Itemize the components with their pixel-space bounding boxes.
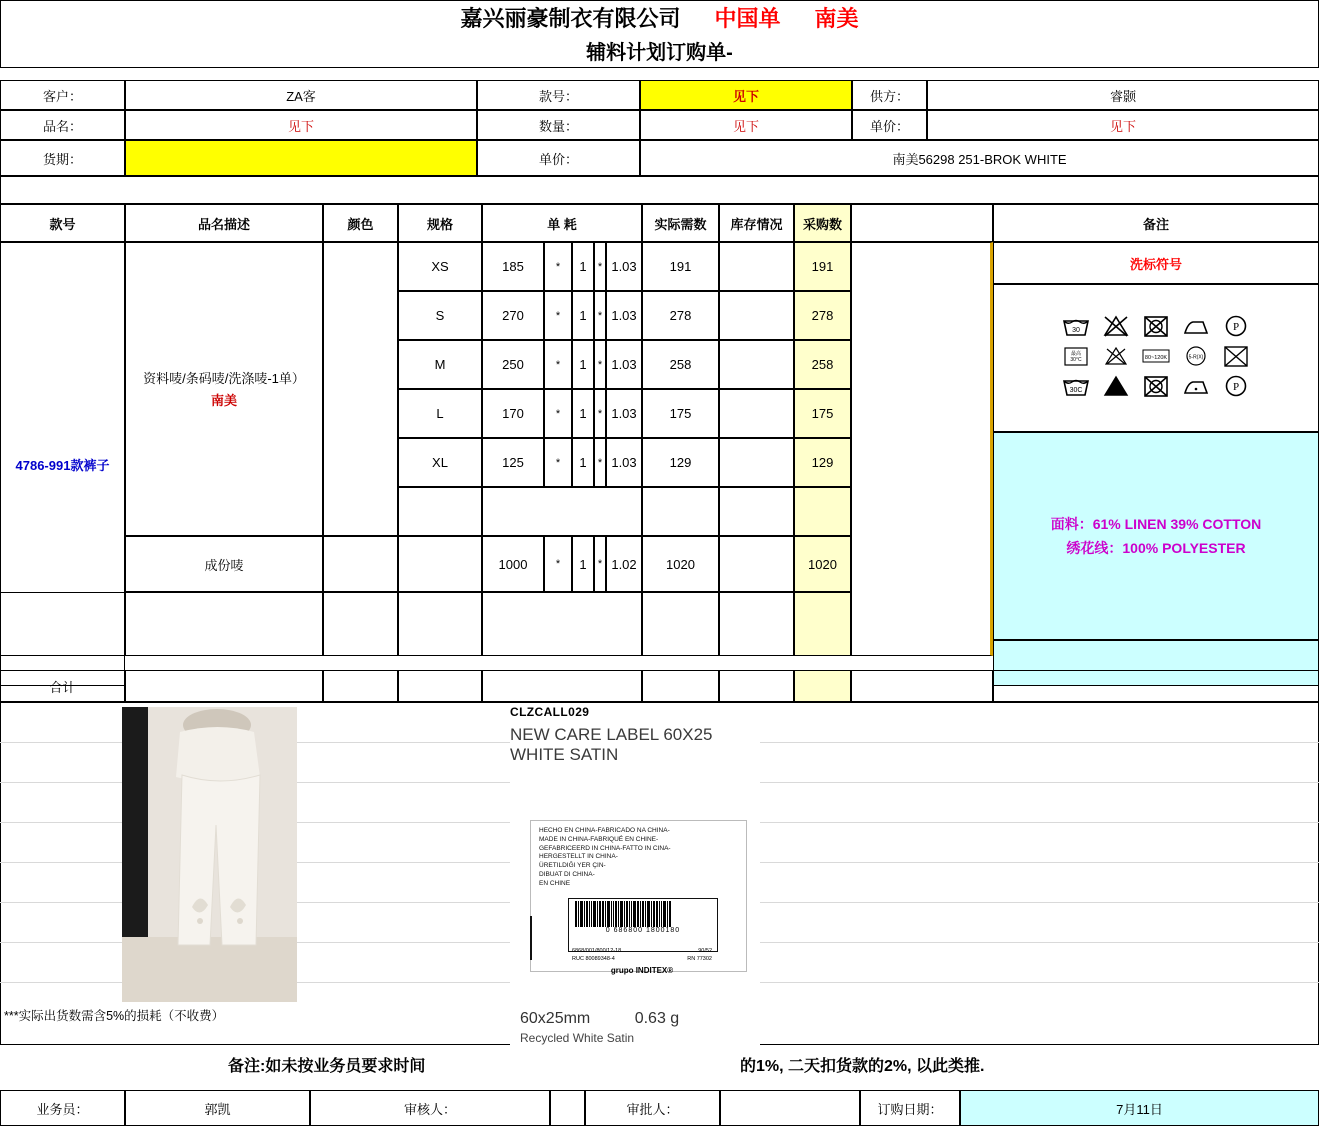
brand-name: grupo INDITEX®: [610, 966, 674, 975]
svg-text:P: P: [1232, 381, 1240, 393]
care-label-title-line2: WHITE SATIN: [510, 744, 619, 764]
product-photo: [122, 707, 297, 1002]
document-title-row: [0, 0, 1319, 34]
stock-cell[interactable]: [719, 438, 794, 487]
wash-symbol-title: 洗标符号: [993, 242, 1319, 284]
empty-cell[interactable]: [794, 592, 851, 656]
swatch-line-5: ÜRETILDIĞI YER ÇIN-: [539, 862, 606, 870]
unit-b[interactable]: 1: [572, 242, 594, 291]
svg-text:最高: 最高: [1070, 351, 1082, 357]
unit-c[interactable]: 1.03: [606, 340, 642, 389]
qty-value[interactable]: 见下: [640, 110, 852, 140]
swatch-code-3: RUC 80089348-4: [572, 956, 615, 962]
iron-low-icon: [1181, 373, 1211, 399]
document-subtitle: 辅料计划订购单-: [0, 34, 1319, 68]
total-color[interactable]: [323, 670, 398, 702]
actual-need: 278: [642, 291, 719, 340]
unit-star: *: [594, 340, 606, 389]
remark-text-b: 的1%, 二天扣货款的2%, 以此类推.: [740, 1057, 985, 1075]
unit-star: *: [594, 438, 606, 487]
total-label: 合计: [0, 670, 125, 702]
unit-star: *: [544, 389, 572, 438]
composition-size: [398, 536, 482, 592]
iron-icon: [1181, 313, 1211, 339]
unit-b[interactable]: 1: [572, 291, 594, 340]
empty-cell[interactable]: [642, 592, 719, 656]
swatch-code-4: RN 77302: [687, 956, 712, 962]
dryclean-code-icon: [1181, 343, 1211, 369]
size-cell: XS: [398, 242, 482, 291]
qty-label: 数量：: [477, 110, 640, 140]
composition-b[interactable]: 1: [572, 536, 594, 592]
composition-color[interactable]: [323, 536, 398, 592]
unit-b[interactable]: 1: [572, 389, 594, 438]
actual-need: 175: [642, 389, 719, 438]
do-not-tumble-dry-icon: [1141, 313, 1171, 339]
purchase-qty[interactable]: [794, 487, 851, 536]
wash-30c-icon: [1061, 373, 1091, 399]
svg-text:P: P: [1232, 321, 1240, 333]
col-header-unit-consumption: 单 耗: [482, 204, 642, 242]
total-spec[interactable]: [398, 670, 482, 702]
swatch-line-3: GEFABRICEERD IN CHINA-FATTO IN CINA-: [539, 844, 671, 852]
svg-text:30°C: 30°C: [1070, 357, 1082, 363]
total-remark[interactable]: [993, 670, 1319, 702]
wash-symbol-row-2: [1061, 343, 1251, 369]
total-need[interactable]: [642, 670, 719, 702]
approver-label: 审批人：: [585, 1090, 720, 1126]
total-stock[interactable]: [719, 670, 794, 702]
empty-cell[interactable]: [0, 592, 125, 656]
swatch-line-4: HERGESTELLT IN CHINA-: [539, 853, 618, 861]
composition-a[interactable]: 1000: [482, 536, 544, 592]
barcode-number: 0 686800 1800180: [605, 927, 681, 934]
actual-need: [642, 487, 719, 536]
unit-c[interactable]: 1.03: [606, 291, 642, 340]
no-bleach-filled-icon: [1101, 373, 1131, 399]
unit-a[interactable]: 185: [482, 242, 544, 291]
total-desc[interactable]: [125, 670, 323, 702]
company-name: 嘉兴丽豪制衣有限公司: [460, 6, 681, 31]
swatch-line-7: EN CHINE: [539, 879, 571, 887]
unit-b[interactable]: 1: [572, 438, 594, 487]
composition-need: 1020: [642, 536, 719, 592]
barcode-box: [568, 898, 718, 952]
col-header-style: 款号: [0, 204, 125, 242]
actual-need: 258: [642, 340, 719, 389]
purchase-qty[interactable]: 175: [794, 389, 851, 438]
svg-text:30C: 30C: [1069, 387, 1083, 394]
remark-gap-column: [851, 242, 993, 656]
unit-star: *: [544, 291, 572, 340]
purchase-qty[interactable]: 258: [794, 340, 851, 389]
product-description-cell[interactable]: [125, 242, 323, 536]
wash-symbol-row-3: [1061, 373, 1251, 399]
unit-c[interactable]: 1.03: [606, 389, 642, 438]
color-cell[interactable]: [323, 242, 398, 536]
unit-c[interactable]: 1.03: [606, 438, 642, 487]
care-label-dimensions: [520, 1010, 760, 1045]
col-header-gap: [851, 204, 993, 242]
label-dims: 60x25mm: [520, 1010, 591, 1027]
actual-need: 129: [642, 438, 719, 487]
swatch-line-1: HECHO EN CHINA-FABRICADO NA CHINA-: [539, 827, 670, 834]
supplier-label: 供方：: [852, 80, 927, 110]
size-cell: M: [398, 340, 482, 389]
swatch-line-2: MADE IN CHINA-FABRIQUÉ EN CHINE-: [539, 835, 659, 843]
do-not-bleach-icon: [1101, 313, 1131, 339]
spacer-row: [0, 176, 1319, 204]
fabric-composition-line2: 绣花线：100% POLYESTER: [1066, 540, 1246, 556]
purchase-qty[interactable]: 129: [794, 438, 851, 487]
svg-text:80~120K: 80~120K: [1144, 355, 1168, 361]
order-tag-southamerica: 南美: [814, 6, 859, 31]
wash-30-icon: [1061, 313, 1091, 339]
customer-value[interactable]: ZA客: [125, 80, 477, 110]
total-buy[interactable]: [794, 670, 851, 702]
remark-line: [0, 1048, 1319, 1080]
composition-buy[interactable]: 1020: [794, 536, 851, 592]
style-number-cell[interactable]: 4786-991款裤子: [0, 242, 125, 686]
empty-cell[interactable]: [398, 592, 482, 656]
stock-cell[interactable]: [719, 340, 794, 389]
col-header-color: 颜色: [323, 204, 398, 242]
svg-text:30: 30: [1072, 327, 1080, 334]
stock-cell[interactable]: [719, 291, 794, 340]
empty-cell[interactable]: [719, 592, 794, 656]
fabric-composition-line1: 面料：61% LINEN 39% COTTON: [1050, 516, 1262, 532]
stock-cell[interactable]: [719, 242, 794, 291]
label-divider: [530, 916, 542, 960]
label-material: Recycled White Satin: [520, 1031, 635, 1045]
composition-stock[interactable]: [719, 536, 794, 592]
product-description-region: 南美: [210, 393, 237, 409]
unit-star: *: [594, 536, 606, 592]
unit-star: *: [594, 242, 606, 291]
unit-a[interactable]: 250: [482, 340, 544, 389]
order-reference[interactable]: 南美56298 251-BROK WHITE: [640, 140, 1319, 176]
unit-star: *: [544, 438, 572, 487]
swatch-line-6: DIBUAT DI CHINA-: [539, 870, 595, 878]
unit-blank[interactable]: [482, 487, 642, 536]
order-date-label: 订购日期：: [860, 1090, 960, 1126]
wash-symbol-row-1: [1061, 313, 1251, 339]
size-cell: L: [398, 389, 482, 438]
dryclean-p-icon: [1221, 313, 1251, 339]
unit-a[interactable]: 270: [482, 291, 544, 340]
col-header-desc: 品名描述: [125, 204, 323, 242]
wash-30-text-icon: [1061, 343, 1091, 369]
col-header-remark: 备注: [993, 204, 1319, 242]
col-header-stock: 库存情况: [719, 204, 794, 242]
product-value[interactable]: 见下: [125, 110, 477, 140]
price-value[interactable]: 见下: [927, 110, 1319, 140]
care-label-code: CLZCALL029: [510, 705, 590, 719]
composition-c[interactable]: 1.02: [606, 536, 642, 592]
care-label-title-line1: NEW CARE LABEL 60X25: [510, 725, 713, 744]
do-not-dryclean-icon: [1221, 343, 1251, 369]
unit-star: *: [544, 536, 572, 592]
style-label: 款号：: [477, 80, 640, 110]
col-header-purchase: 采购数: [794, 204, 851, 242]
product-label: 品名：: [0, 110, 125, 140]
swatch-code-1: 6868/001/800/12-18: [572, 948, 622, 954]
total-gap[interactable]: [851, 670, 993, 702]
label-weight: 0.63 g: [634, 1010, 680, 1027]
unit-star: *: [544, 242, 572, 291]
empty-cell[interactable]: [323, 592, 398, 656]
actual-need: 191: [642, 242, 719, 291]
svg-text:5-R(X): 5-R(X): [1188, 354, 1204, 361]
unit-a[interactable]: 125: [482, 438, 544, 487]
salesman-value[interactable]: 郭凯: [125, 1090, 310, 1126]
unit-b[interactable]: 1: [572, 340, 594, 389]
checker-value[interactable]: [550, 1090, 585, 1126]
delivery-value[interactable]: [125, 140, 477, 176]
checker-label-text: 审核人：: [403, 1101, 456, 1117]
col-header-spec: 规格: [398, 204, 482, 242]
salesman-label: 业务员：: [0, 1090, 125, 1126]
dryclean-p2-icon: [1221, 373, 1251, 399]
barcode-bars: [575, 901, 711, 927]
approver-value[interactable]: [720, 1090, 860, 1126]
col-header-actual-need: 实际需数: [642, 204, 719, 242]
swatch-code-2: 90/52: [698, 948, 712, 954]
unit-a[interactable]: 170: [482, 389, 544, 438]
unit-star: *: [594, 389, 606, 438]
fabric-composition-box: [993, 432, 1319, 640]
unit-star: *: [594, 291, 606, 340]
empty-cell[interactable]: [125, 592, 323, 656]
order-date-value[interactable]: 7月11日: [960, 1090, 1319, 1126]
price-label: 单价：: [852, 110, 927, 140]
unit-c[interactable]: 1.03: [606, 242, 642, 291]
unit-star: *: [544, 340, 572, 389]
supplier-value[interactable]: 睿颢: [927, 80, 1319, 110]
total-unit[interactable]: [482, 670, 642, 702]
size-cell: XL: [398, 438, 482, 487]
loss-note: ***实际出货数需含5%的损耗（不收费）: [4, 1009, 225, 1023]
remark-text-a: 备注:如未按业务员要求时间: [228, 1057, 426, 1075]
order-tag-china: 中国单: [714, 6, 781, 31]
no-bleach-text-icon: [1101, 343, 1131, 369]
composition-desc[interactable]: 成份唛: [125, 536, 323, 592]
product-description-text: 资料唛/条码唛/洗涤唛-1单）: [143, 370, 305, 386]
delivery-label: 货期：: [0, 140, 125, 176]
wash-care-symbols: [993, 284, 1319, 432]
iron-temp-icon: [1141, 343, 1171, 369]
stock-cell[interactable]: [719, 389, 794, 438]
checker-label: [310, 1090, 550, 1126]
purchase-qty[interactable]: 278: [794, 291, 851, 340]
no-tumble-dry-icon: [1141, 373, 1171, 399]
price2-label: 单价：: [477, 140, 640, 176]
empty-cell[interactable]: [482, 592, 642, 656]
purchase-qty[interactable]: 191: [794, 242, 851, 291]
stock-cell[interactable]: [719, 487, 794, 536]
size-cell: S: [398, 291, 482, 340]
style-value[interactable]: 见下: [640, 80, 852, 110]
customer-label: 客户：: [0, 80, 125, 110]
size-cell: [398, 487, 482, 536]
